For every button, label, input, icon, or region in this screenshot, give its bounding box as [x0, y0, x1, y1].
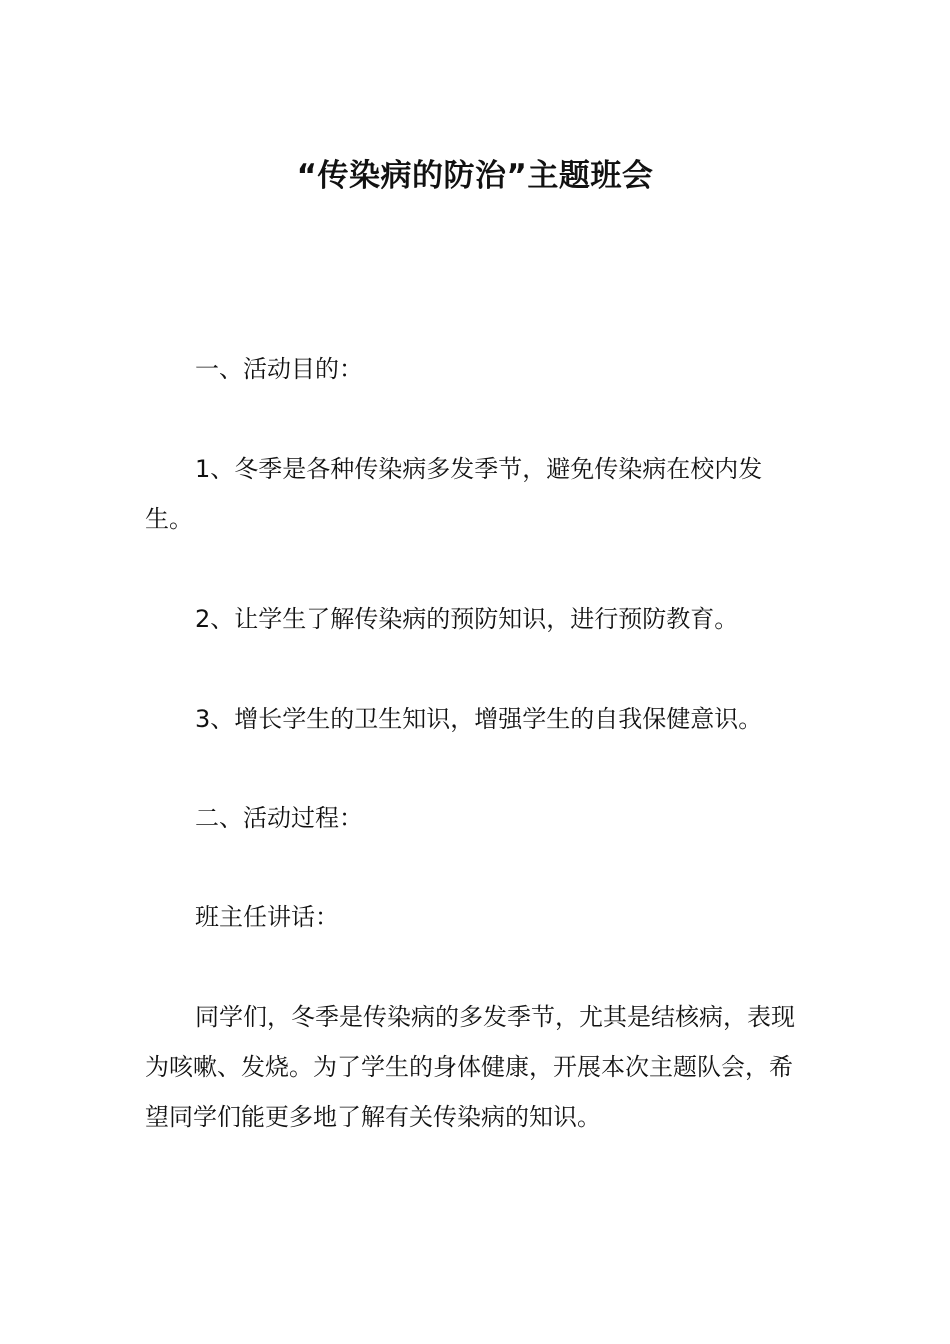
document-title: “传染病的防治”主题班会 [296, 158, 654, 194]
teacher-speech-paragraph: 同学们，冬季是传染病的多发季节，尤其是结核病，表现为咳嗽、发烧。为了学生的身体健康，开展本次主题队会，希望同学们能更多地了解有关传染病的知识。 [145, 1003, 795, 1131]
teacher-speech-label: 班主任讲话： [195, 903, 339, 931]
purpose-item-1: 1、冬季是各种传染病多发季节，避免传染病在校内发生。 [145, 455, 763, 533]
section-heading-purpose: 一、活动目的： [195, 355, 363, 383]
section-heading-process: 二、活动过程： [195, 804, 363, 832]
purpose-item-3: 3、增长学生的卫生知识，增强学生的自我保健意识。 [195, 705, 763, 733]
purpose-item-2: 2、让学生了解传染病的预防知识，进行预防教育。 [195, 605, 739, 633]
